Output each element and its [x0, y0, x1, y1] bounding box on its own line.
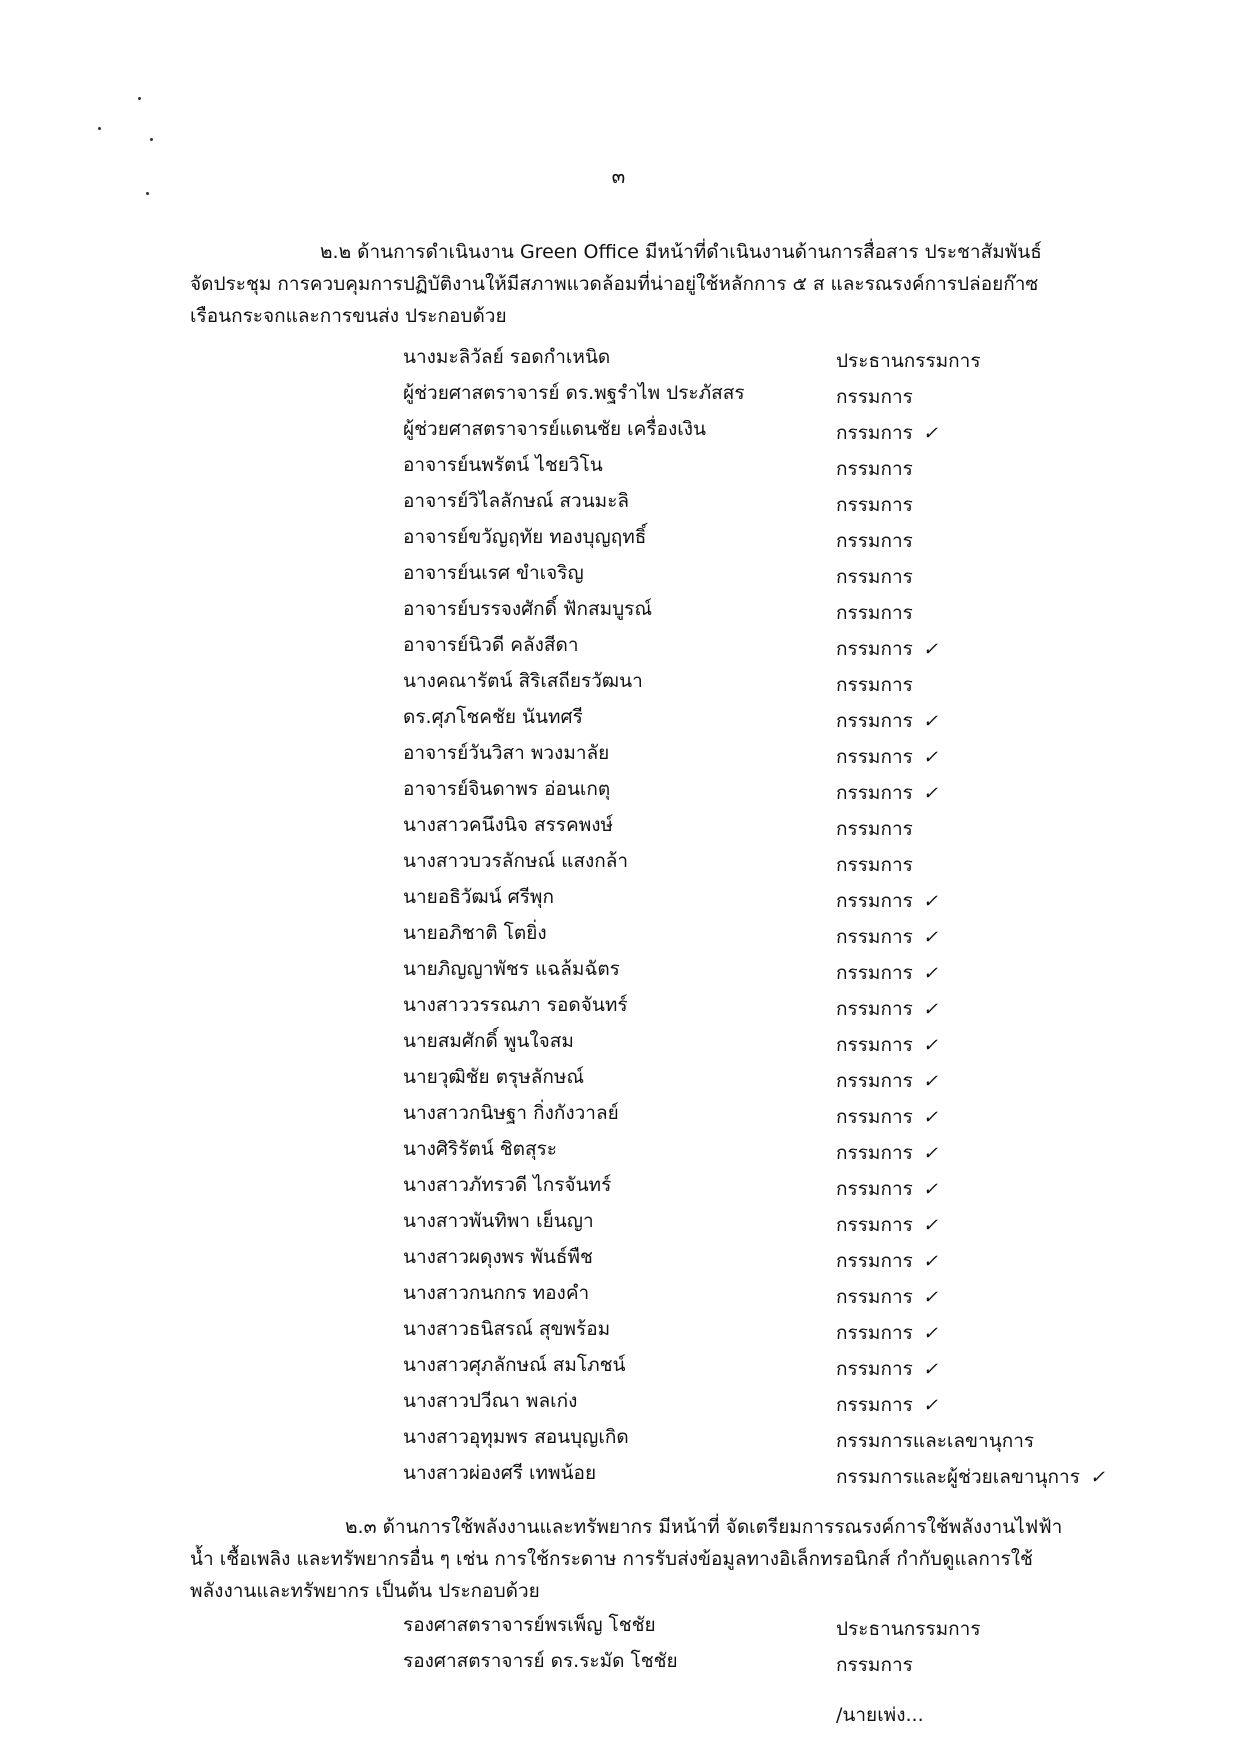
member-role-label: ประธานกรรมการ: [836, 350, 981, 372]
member-row: [0, 378, 1237, 414]
member-role-label: กรรมการ: [836, 1250, 913, 1272]
member-name: อาจารย์นเรศ ขำเจริญ: [403, 562, 584, 584]
member-role-label: กรรมการ: [836, 1106, 913, 1128]
member-role: [836, 1102, 938, 1132]
member-role-label: กรรมการ: [836, 458, 913, 480]
member-row: [0, 990, 1237, 1026]
check-mark-icon: ✓: [922, 927, 938, 948]
member-row: [0, 1422, 1237, 1458]
check-mark-icon: ✓: [922, 891, 938, 912]
member-role-label: กรรมการและผู้ช่วยเลขานุการ: [836, 1466, 1080, 1488]
member-name: นางสาวกนกกร ทองคำ: [403, 1282, 590, 1304]
member-role-label: กรรมการ: [836, 1070, 913, 1092]
member-name: อาจารย์นพรัตน์ ไชยวิโน: [403, 454, 603, 476]
member-role: [836, 382, 913, 412]
member-name: อาจารย์ขวัญฤทัย ทองบุญฤทธิ์: [403, 526, 647, 548]
member-role-label: กรรมการ: [836, 782, 913, 804]
member-row: [0, 774, 1237, 810]
member-role: [836, 886, 938, 916]
member-role: [836, 1390, 938, 1420]
paragraph-line: ๒.๒ ด้านการดำเนินงาน Green Office มีหน้าที่ดำเนินงานด้านการสื่อสาร ประชาสัมพันธ์: [320, 241, 1042, 263]
member-role-label: กรรมการ: [836, 422, 913, 444]
member-name: นางสาวกนิษฐา กิ่งกังวาลย์: [403, 1102, 619, 1124]
member-role: [836, 1354, 938, 1384]
member-row: [0, 738, 1237, 774]
member-row: [0, 1098, 1237, 1134]
member-row: [0, 414, 1237, 450]
member-row: [0, 1026, 1237, 1062]
member-role-label: กรรมการ: [836, 1142, 913, 1164]
member-role: [836, 850, 913, 880]
member-role-label: กรรมการ: [836, 674, 913, 696]
check-mark-icon: ✓: [922, 747, 938, 768]
member-role-label: กรรมการ: [836, 1358, 913, 1380]
member-name: นางสาวภัทรวดี ไกรจันทร์: [403, 1174, 612, 1196]
member-role: [836, 1174, 938, 1204]
member-name: นางสาวพันทิพา เย็นญา: [403, 1210, 594, 1232]
member-row: [0, 342, 1237, 378]
scan-speck: [150, 138, 153, 141]
member-role: [836, 634, 938, 664]
member-role: [836, 1318, 938, 1348]
member-name: นางคณารัตน์ สิริเสถียรวัฒนา: [403, 670, 643, 692]
member-row: [0, 486, 1237, 522]
paragraph-line: น้ำ เชื้อเพลิง และทรัพยากรอื่น ๆ เช่น การใช้กระดาษ การรับส่งข้อมูลทางอิเล็กทรอนิกส์ กำกับดูแลการใช้: [190, 1548, 1033, 1570]
member-row: [0, 1062, 1237, 1098]
member-role: [836, 742, 938, 772]
member-name: นายอธิวัฒน์ ศรีพุก: [403, 886, 554, 908]
check-mark-icon: ✓: [922, 1359, 938, 1380]
member-name: นางมะลิวัลย์ รอดกำเหนิด: [403, 346, 611, 368]
member-role: [836, 526, 913, 556]
member-role: [836, 1210, 938, 1240]
member-row: [0, 450, 1237, 486]
member-role-label: กรรมการ: [836, 494, 913, 516]
member-name: อาจารย์วันวิสา พวงมาลัย: [403, 742, 610, 764]
section-2-2-description: [190, 236, 1110, 332]
paragraph-line: ๒.๓ ด้านการใช้พลังงานและทรัพยากร มีหน้าที่ จัดเตรียมการรณรงค์การใช้พลังงานไฟฟ้า: [345, 1516, 1063, 1538]
member-name: นางศิริรัตน์ ชิตสุระ: [403, 1138, 558, 1160]
check-mark-icon: ✓: [922, 1323, 938, 1344]
member-row: [0, 1206, 1237, 1242]
member-name: นายสมศักดิ์ พูนใจสม: [403, 1030, 574, 1052]
member-row: [0, 1350, 1237, 1386]
member-name: นายอภิชาติ โตยิ่ง: [403, 922, 547, 944]
member-row: [0, 954, 1237, 990]
member-role-label: กรรมการ: [836, 386, 913, 408]
check-mark-icon: ✓: [922, 1035, 938, 1056]
member-role-label: กรรมการ: [836, 1286, 913, 1308]
member-role: [836, 1066, 938, 1096]
paragraph-line: พลังงานและทรัพยากร เป็นต้น ประกอบด้วย: [190, 1580, 540, 1602]
member-role-label: กรรมการ: [836, 890, 913, 912]
member-name: ดร.ศุภโชคชัย นันทศรี: [403, 706, 583, 728]
member-name: ผู้ช่วยศาสตราจารย์ ดร.พฐรำไพ ประภัสสร: [403, 382, 745, 404]
check-mark-icon: ✓: [1089, 1467, 1105, 1488]
member-row: [0, 1278, 1237, 1314]
check-mark-icon: ✓: [922, 1287, 938, 1308]
member-row: [0, 594, 1237, 630]
member-role: [836, 1650, 913, 1680]
member-row: [0, 1610, 1237, 1646]
member-role: [836, 1246, 938, 1276]
member-name: นายภิญญาพัชร แฉล้มฉัตร: [403, 958, 620, 980]
member-role: [836, 598, 913, 628]
member-role: [836, 562, 913, 592]
member-row: [0, 666, 1237, 702]
member-name: นางสาวผ่องศรี เทพน้อย: [403, 1462, 597, 1484]
member-role-label: กรรมการ: [836, 602, 913, 624]
scan-speck: [138, 97, 141, 100]
member-row: [0, 1242, 1237, 1278]
member-role-label: กรรมการ: [836, 1394, 913, 1416]
member-role-label: กรรมการ: [836, 1654, 913, 1676]
member-row: [0, 846, 1237, 882]
member-name: นางสาวธนิสรณ์ สุขพร้อม: [403, 1318, 611, 1340]
member-row: [0, 810, 1237, 846]
check-mark-icon: ✓: [922, 1179, 938, 1200]
check-mark-icon: ✓: [922, 1395, 938, 1416]
member-row: [0, 1314, 1237, 1350]
member-role-label: กรรมการ: [836, 566, 913, 588]
member-name: นางสาวบวรลักษณ์ แสงกล้า: [403, 850, 629, 872]
member-name: ผู้ช่วยศาสตราจารย์แดนชัย เครื่องเงิน: [403, 418, 707, 440]
check-mark-icon: ✓: [922, 423, 938, 444]
member-role-label: กรรมการ: [836, 962, 913, 984]
member-row: [0, 1134, 1237, 1170]
member-name: นายวุฒิชัย ตรุษลักษณ์: [403, 1066, 585, 1088]
member-role-label: กรรมการ: [836, 998, 913, 1020]
member-row: [0, 1386, 1237, 1422]
member-role: [836, 346, 981, 376]
member-role-label: กรรมการ: [836, 926, 913, 948]
member-role: [836, 922, 938, 952]
member-role-label: กรรมการ: [836, 1034, 913, 1056]
check-mark-icon: ✓: [922, 639, 938, 660]
member-role: [836, 490, 913, 520]
member-row: [0, 1170, 1237, 1206]
member-row: [0, 558, 1237, 594]
member-role: [836, 670, 913, 700]
member-role: [836, 1614, 981, 1644]
member-role-label: กรรมการและเลขานุการ: [836, 1430, 1035, 1452]
member-row: [0, 630, 1237, 666]
member-role-label: กรรมการ: [836, 818, 913, 840]
section-2-2-member-list: [0, 342, 1237, 1494]
member-role: [836, 1030, 938, 1060]
member-role-label: กรรมการ: [836, 710, 913, 732]
paragraph-line: จัดประชุม การควบคุมการปฏิบัติงานให้มีสภาพแวดล้อมที่น่าอยู่ใช้หลักการ ๕ ส และรณรงค์การปล่อยก๊าซ: [190, 273, 1039, 295]
member-role: [836, 958, 938, 988]
check-mark-icon: ✓: [922, 711, 938, 732]
check-mark-icon: ✓: [922, 1107, 938, 1128]
member-role: [836, 814, 913, 844]
member-name: นางสาวอุทุมพร สอนบุญเกิด: [403, 1426, 629, 1448]
page-number: ๓: [611, 164, 626, 188]
member-name: นางสาวศุภลักษณ์ สมโภชน์: [403, 1354, 626, 1376]
check-mark-icon: ✓: [922, 1071, 938, 1092]
member-row: [0, 522, 1237, 558]
member-name: อาจารย์วิไลลักษณ์ สวนมะลิ: [403, 490, 630, 512]
member-role-label: กรรมการ: [836, 1214, 913, 1236]
member-row: [0, 1458, 1237, 1494]
member-role-label: กรรมการ: [836, 638, 913, 660]
member-name: นางสาวปวีณา พลเก่ง: [403, 1390, 578, 1412]
check-mark-icon: ✓: [922, 1143, 938, 1164]
member-name: รองศาสตราจารย์ ดร.ระมัด โชชัย: [403, 1650, 678, 1672]
member-role-label: กรรมการ: [836, 746, 913, 768]
paragraph-line: เรือนกระจกและการขนส่ง ประกอบด้วย: [190, 305, 507, 327]
member-name: นางสาวผดุงพร พันธ์พืช: [403, 1246, 593, 1268]
member-role-label: กรรมการ: [836, 1322, 913, 1344]
member-role: [836, 454, 913, 484]
section-2-3-description: [190, 1511, 1110, 1607]
member-name: รองศาสตราจารย์พรเพ็ญ โชชัย: [403, 1614, 656, 1636]
member-role: [836, 778, 938, 808]
continuation-note: /นายเพ่ง...: [836, 1704, 924, 1726]
scan-speck: [98, 127, 101, 130]
member-name: อาจารย์จินดาพร อ่อนเกตุ: [403, 778, 611, 800]
member-role: [836, 418, 938, 448]
member-role-label: กรรมการ: [836, 854, 913, 876]
member-role: [836, 706, 938, 736]
section-2-3-member-list: [0, 1610, 1237, 1682]
member-name: นางสาววรรณภา รอดจันทร์: [403, 994, 628, 1016]
scan-speck: [146, 192, 149, 195]
member-role: [836, 1282, 938, 1312]
check-mark-icon: ✓: [922, 999, 938, 1020]
member-row: [0, 882, 1237, 918]
member-role-label: กรรมการ: [836, 530, 913, 552]
member-row: [0, 702, 1237, 738]
member-name: อาจารย์นิวดี คลังสีดา: [403, 634, 579, 656]
member-role-label: กรรมการ: [836, 1178, 913, 1200]
member-role: [836, 994, 938, 1024]
member-name: นางสาวคนึงนิจ สรรคพงษ์: [403, 814, 614, 836]
check-mark-icon: ✓: [922, 963, 938, 984]
member-role: [836, 1426, 1034, 1456]
check-mark-icon: ✓: [922, 1215, 938, 1236]
check-mark-icon: ✓: [922, 1251, 938, 1272]
member-row: [0, 918, 1237, 954]
member-row: [0, 1646, 1237, 1682]
member-name: อาจารย์บรรจงศักดิ์ ฟักสมบูรณ์: [403, 598, 653, 620]
check-mark-icon: ✓: [922, 783, 938, 804]
member-role-label: ประธานกรรมการ: [836, 1618, 981, 1640]
member-role: [836, 1138, 938, 1168]
member-role: [836, 1462, 1105, 1492]
